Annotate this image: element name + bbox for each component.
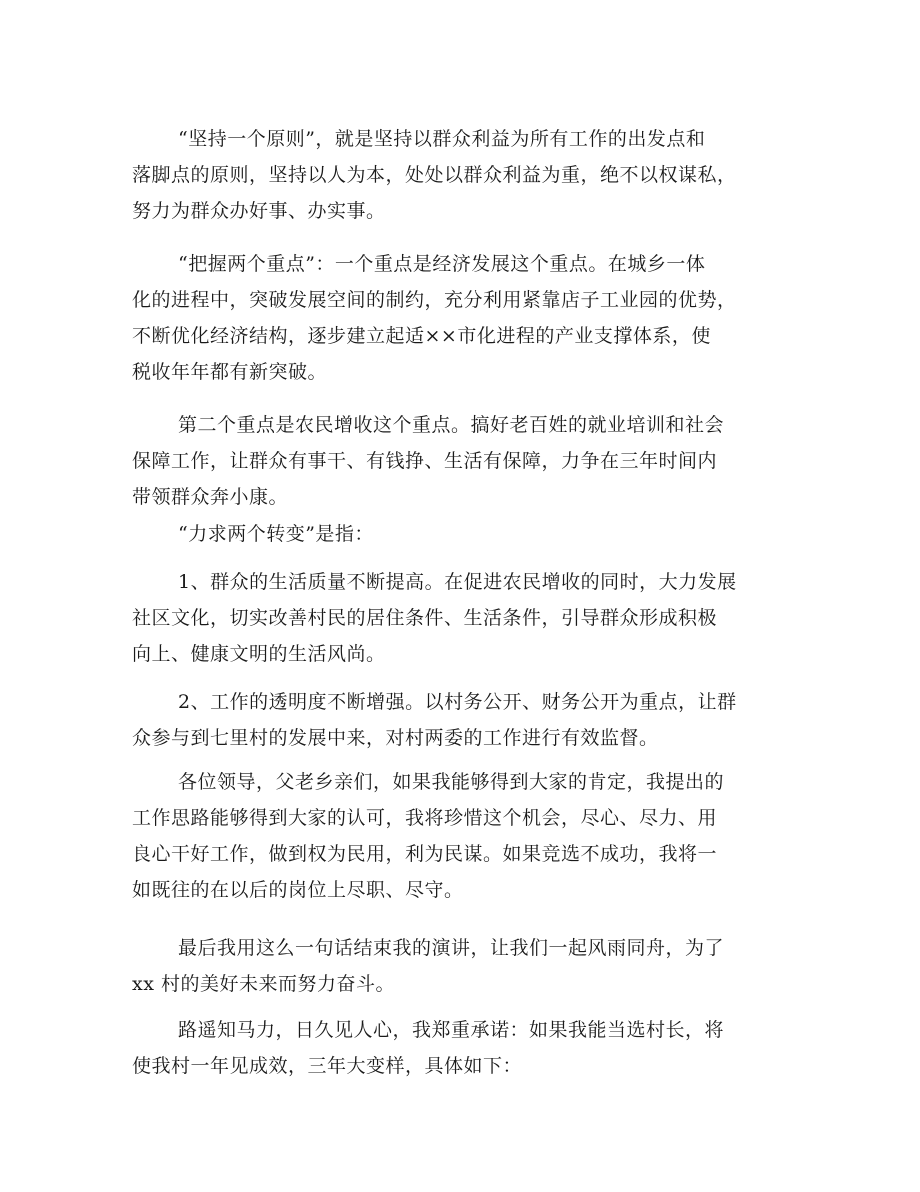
paragraph-two-changes-heading: “力求两个转变”是指： <box>178 523 374 545</box>
paragraph-item-1: 1、群众的生活质量不断提高。在促进农民增收的同时，大力发展 社区文化，切实改善村民的居住条件、生活条件，引导群众形成积极 向上、健康文明的生活风尚。 <box>132 571 737 665</box>
paragraph-item-2: 2、工作的透明度不断增强。以村务公开、财务公开为重点，让群 众参与到七里村的发展中来，对村两委的工作进行有效监督。 <box>132 691 737 749</box>
paragraph-closing-speech: 最后我用这么一句话结束我的演讲，让我们一起风雨同舟，为了 xx 村的美好未来而努力奋斗。 <box>132 937 725 995</box>
paragraph-two-key-points: “把握两个重点”：一个重点是经济发展这个重点。在城乡一体 化的进程中，突破发展空间的制约，充分利用紧靠店子工业园的优势， 不断优化经济结构，逐步建立起适××市化进程的产业支撑体系，使 税收年年都有新突破。 <box>132 253 737 383</box>
paragraph-second-key-point: 第二个重点是农民增收这个重点。搞好老百姓的就业培训和社会 保障工作，让群众有事干、有钱挣、生活有保障，力争在三年时间内 带领群众奔小康。 <box>132 414 725 508</box>
paragraph-one-principle: “坚持一个原则”，就是坚持以群众利益为所有工作的出发点和 落脚点的原则，坚持以人为本，处处以群众利益为重，绝不以权谋私， 努力为群众办好事、办实事。 <box>132 128 737 222</box>
paragraph-promise: 路遥知马力，日久见人心，我郑重承诺：如果我能当选村长，将 使我村一年见成效，三年大变样，具体如下： <box>132 1019 725 1077</box>
paragraph-leaders-address: 各位领导，父老乡亲们，如果我能够得到大家的肯定，我提出的 工作思路能够得到大家的认可，我将珍惜这个机会，尽心、尽力、用 良心干好工作，做到权为民用，利为民谋。如果竞选不成功，我将一 如既往的在以后的岗位上尽职、尽守。 <box>132 771 725 901</box>
